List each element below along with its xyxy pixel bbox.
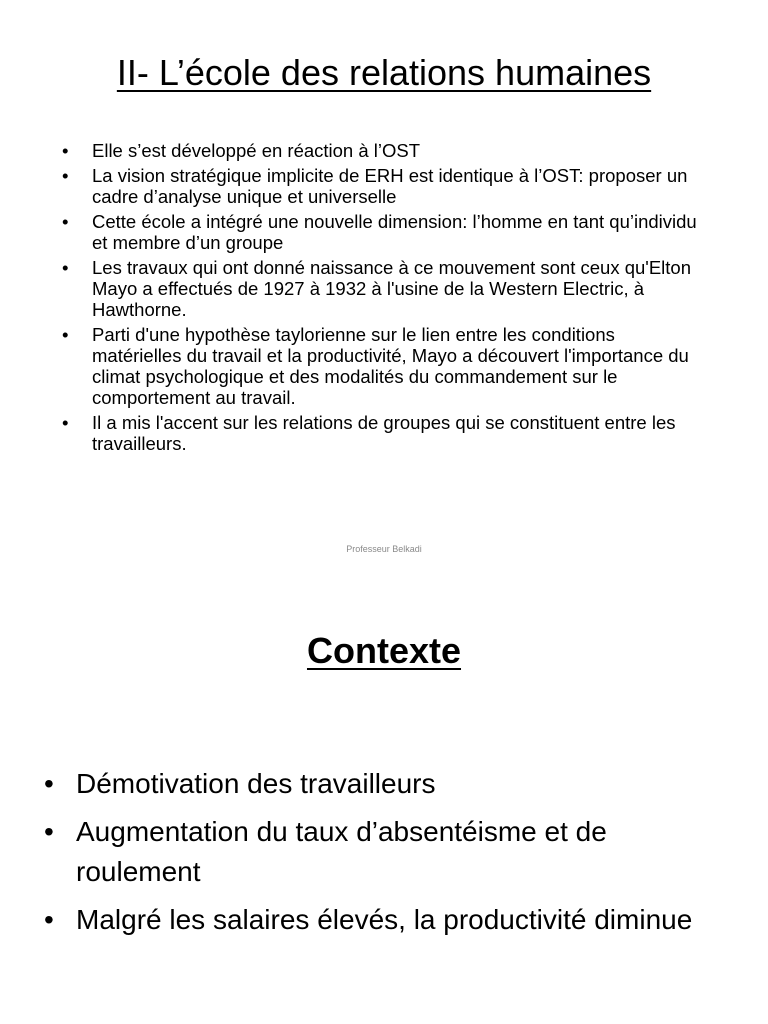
bullet-item: • Elle s’est développé en réaction à l’OST [62, 140, 702, 161]
slide-1-bullet-list [62, 140, 702, 458]
slide-2-title: Contexte [306, 630, 462, 671]
slide-1-footer: Professeur Belkadi [346, 544, 422, 554]
bullet-item: • Augmentation du taux d’absentéisme et de roulement [44, 812, 734, 892]
bullet-item: • Malgré les salaires élevés, la productivité diminue [44, 900, 734, 940]
bullet-item: • La vision stratégique implicite de ERH est identique à l’OST: proposer un cadre d’analyse unique et universelle [62, 165, 702, 207]
slide-2 [0, 580, 768, 1024]
bullet-item: • Démotivation des travailleurs [44, 764, 734, 804]
bullet-item: • Parti d'une hypothèse taylorienne sur le lien entre les conditions matérielles du travail et la productivité, Mayo a découvert l'importance du climat psychologique et des modalités du commandement sur le comportement au travail. [62, 324, 702, 408]
bullet-item: • Cette école a intégré une nouvelle dimension: l’homme en tant qu’individu et membre d’un groupe [62, 211, 702, 253]
bullet-item: • Il a mis l'accent sur les relations de groupes qui se constituent entre les travailleurs. [62, 412, 702, 454]
slide-2-bullet-list [44, 764, 734, 948]
slide-1-title: II- L’école des relations humaines [116, 52, 652, 93]
bullet-item: • Les travaux qui ont donné naissance à ce mouvement sont ceux qu'Elton Mayo a effectués de 1927 à 1932 à l'usine de la Western Electric, à Hawthorne. [62, 257, 702, 320]
